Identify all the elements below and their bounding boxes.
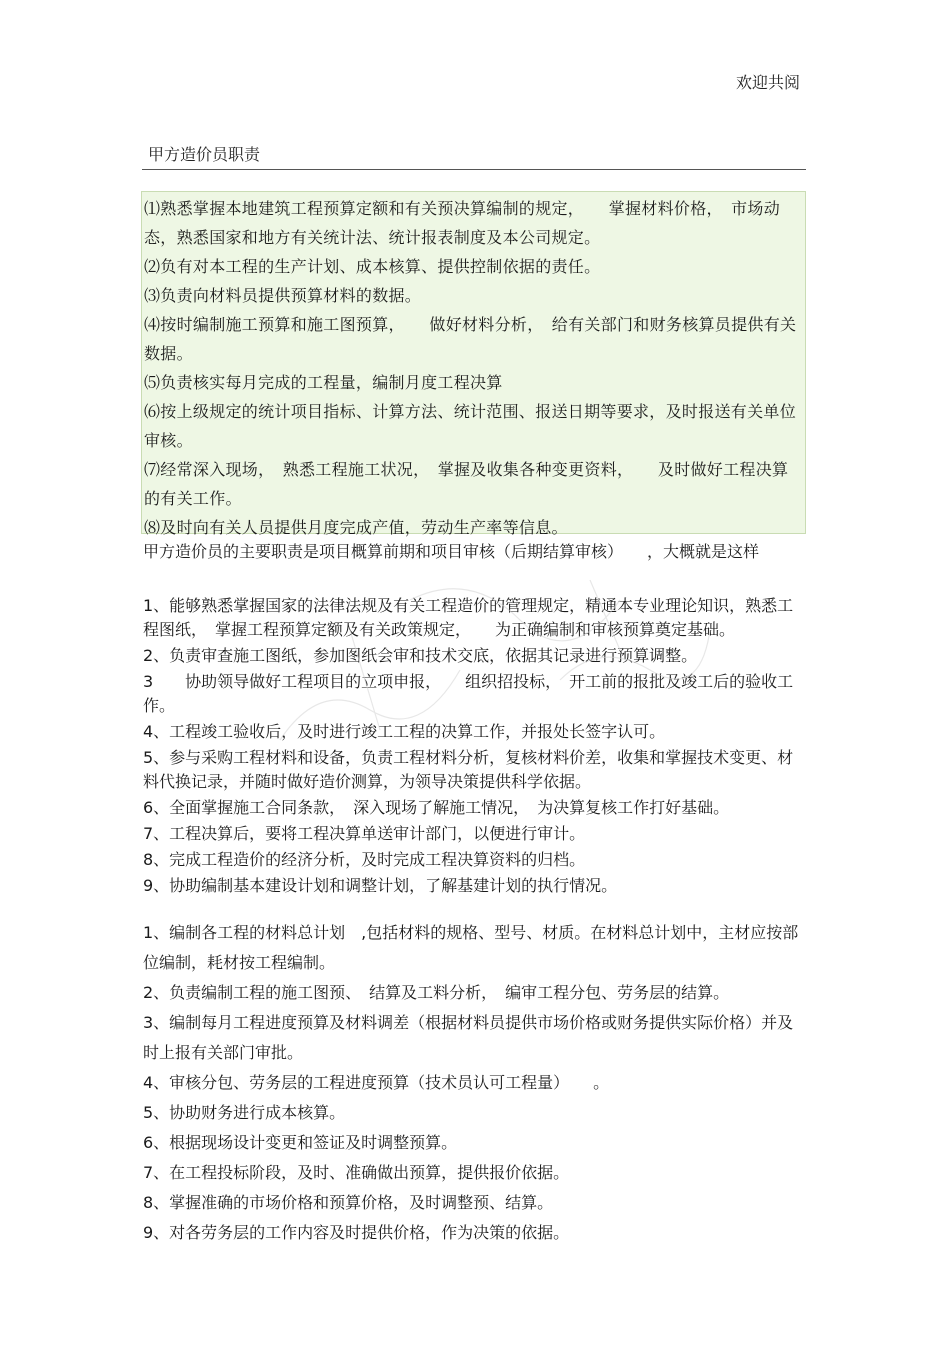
list-item: 2、负责审查施工图纸，参加图纸会审和技术交底，依据其记录进行预算调整。	[143, 646, 698, 665]
duty-item: ⑷按时编制施工预算和施工图预算， 做好材料分析， 给有关部门和财务核算员提供有关数据。	[144, 315, 797, 363]
duty-item: ⑺经常深入现场， 熟悉工程施工状况， 掌握及收集各种变更资料， 及时做好工程决算的有关工作。	[144, 460, 789, 508]
duty-item: ⑹按上级规定的统计项目指标、计算方法、统计范围、报送日期等要求，及时报送有关单位审核。	[144, 402, 797, 450]
list-item: 6、全面掌握施工合同条款， 深入现场了解施工情况， 为决算复核工作打好基础。	[143, 798, 730, 817]
list-item: 7、在工程投标阶段，及时、准确做出预算，提供报价依据。	[143, 1163, 570, 1182]
duty-item: ⑶负责向材料员提供预算材料的数据。	[144, 286, 422, 305]
list-item: 2、负责编制工程的施工图预、 结算及工料分析， 编审工程分包、劳务层的结算。	[143, 983, 730, 1002]
summary-paragraph: 甲方造价员的主要职责是项目概算前期和项目审核（后期结算审核） ，大概就是这样	[143, 542, 760, 561]
duty-item: ⑸负责核实每月完成的工程量，编制月度工程决算	[144, 373, 503, 392]
list-item: 1、编制各工程的材料总计划 ,包括材料的规格、型号、材质。在材料总计划中，主材应按部位编制，耗材按工程编制。	[143, 923, 799, 972]
list-item: 3、编制每月工程进度预算及材料调差（根据材料员提供市场价格或财务提供实际价格）并及时上报有关部门审批。	[143, 1013, 794, 1062]
list-item: 9、协助编制基本建设计划和调整计划，了解基建计划的执行情况。	[143, 876, 618, 895]
duty-item: ⑵负有对本工程的生产计划、成本核算、提供控制依据的责任。	[144, 257, 601, 276]
list-item: 1、能够熟悉掌握国家的法律法规及有关工程造价的管理规定，精通本专业理论知识，熟悉工程图纸， 掌握工程预算定额及有关政策规定， 为正确编制和审核预算奠定基础。	[143, 596, 794, 639]
duty-item: ⑻及时向有关人员提供月度完成产值，劳动生产率等信息。	[144, 518, 568, 537]
duty-list-a	[143, 594, 808, 900]
list-item: 5、协助财务进行成本核算。	[143, 1103, 346, 1122]
list-item: 6、根据现场设计变更和签证及时调整预算。	[143, 1133, 458, 1152]
list-item: 4、审核分包、劳务层的工程进度预算（技术员认可工程量） 。	[143, 1073, 610, 1092]
duties-highlight-box	[141, 191, 806, 537]
list-item: 8、完成工程造价的经济分析，及时完成工程决算资料的归档。	[143, 850, 586, 869]
title-divider	[142, 169, 806, 170]
page-title: 甲方造价员职责	[148, 145, 261, 164]
header-note: 欢迎共阅	[735, 73, 800, 92]
list-item: 5、参与采购工程材料和设备，负责工程材料分析，复核材料价差，收集和掌握技术变更、材料代换记录，并随时做好造价测算，为领导决策提供科学依据。	[143, 748, 794, 791]
list-item: 7、工程决算后，要将工程决算单送审计部门，以便进行审计。	[143, 824, 586, 843]
list-item: 8、掌握准确的市场价格和预算价格，及时调整预、结算。	[143, 1193, 554, 1212]
duty-list-b	[143, 918, 808, 1248]
duty-item: ⑴熟悉掌握本地建筑工程预算定额和有关预决算编制的规定， 掌握材料价格， 市场动态，熟悉国家和地方有关统计法、统计报表制度及本公司规定。	[144, 199, 781, 247]
list-item: 9、对各劳务层的工作内容及时提供价格，作为决策的依据。	[143, 1223, 570, 1242]
list-item: 3 协助领导做好工程项目的立项申报， 组织招投标， 开工前的报批及竣工后的验收工作。	[143, 672, 794, 715]
list-item: 4、工程竣工验收后，及时进行竣工工程的决算工作，并报处长签字认可。	[143, 722, 666, 741]
